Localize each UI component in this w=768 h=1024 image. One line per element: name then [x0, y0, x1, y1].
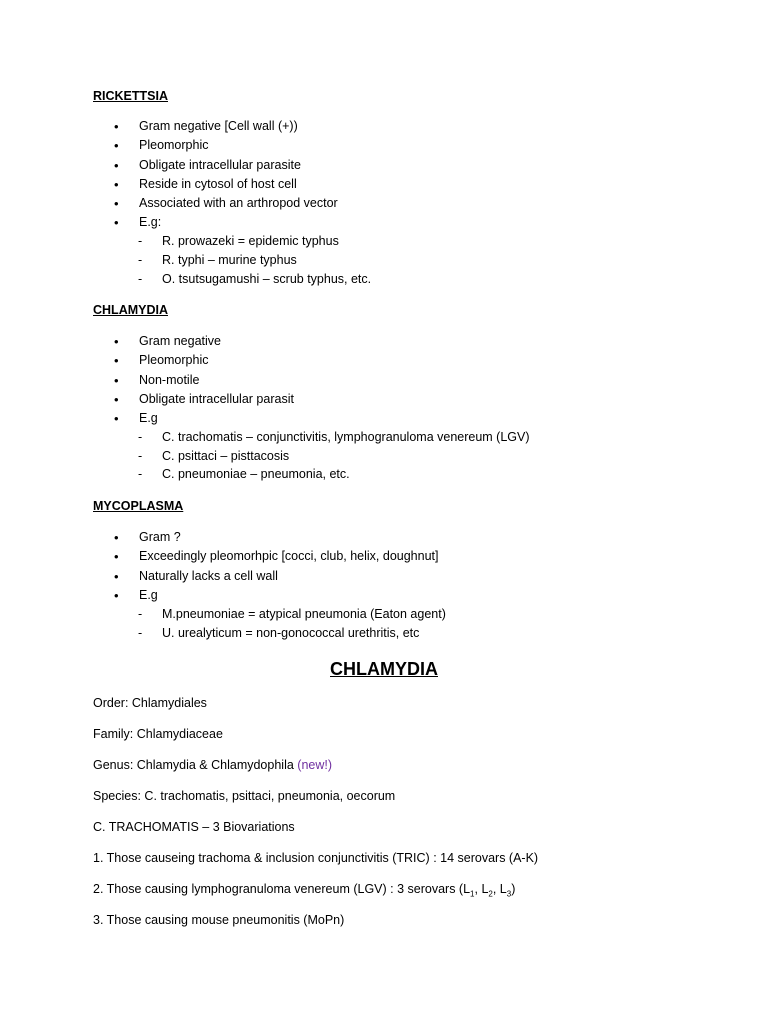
list-item: Associated with an arthropod vector — [139, 196, 338, 210]
bullet: • — [114, 138, 119, 153]
rickettsia-heading: RICKETTSIA — [93, 89, 168, 103]
bullet: • — [114, 177, 119, 192]
list-item: Gram negative — [139, 334, 221, 348]
order-line: Order: Chlamydiales — [93, 696, 207, 710]
sub-list-item: R. prowazeki = epidemic typhus — [162, 234, 339, 248]
list-item: E.g — [139, 588, 158, 602]
list-item: Naturally lacks a cell wall — [139, 569, 278, 583]
biovar-item-2-text: 2. Those causing lymphogranuloma venereum (LGV) : 3 serovars (L — [93, 882, 471, 896]
sub-list-item: O. tsutsugamushi – scrub typhus, etc. — [162, 272, 372, 286]
dash: - — [138, 430, 143, 444]
list-item: Pleomorphic — [139, 353, 209, 367]
sub-list-item: C. psittaci – pisttacosis — [162, 449, 290, 463]
species-line: Species: C. trachomatis, psittaci, pneumonia, oecorum — [93, 789, 396, 803]
genus-note: (new!) — [297, 758, 333, 772]
biovar-item-3: 3. Those causing mouse pneumonitis (MoPn) — [93, 913, 345, 927]
list-item: E.g — [139, 411, 158, 425]
sub-list-item: C. pneumoniae – pneumonia, etc. — [162, 467, 350, 481]
dash: - — [138, 449, 143, 463]
biovar-item-2 — [93, 882, 515, 902]
dash: - — [138, 272, 143, 286]
trachomatis-heading: C. TRACHOMATIS – 3 Biovariations — [93, 820, 295, 834]
dash: - — [138, 253, 143, 267]
dash: - — [138, 234, 143, 248]
bullet: • — [114, 215, 119, 230]
separator: , L — [492, 882, 507, 896]
sub-list-item: R. typhi – murine typhus — [162, 253, 297, 267]
separator: , L — [474, 882, 489, 896]
bullet: • — [114, 569, 119, 584]
bullet: • — [114, 158, 119, 173]
subscript: 2 — [488, 889, 493, 899]
subscript: 1 — [470, 889, 475, 899]
bullet: • — [114, 334, 119, 349]
bullet: • — [114, 530, 119, 545]
sub-list-item: M.pneumoniae = atypical pneumonia (Eaton agent) — [162, 607, 446, 621]
bullet: • — [114, 411, 119, 426]
biovar-item-1: 1. Those causeing trachoma & inclusion conjunctivitis (TRIC) : 14 serovars (A-K) — [93, 851, 539, 865]
bullet: • — [114, 588, 119, 603]
list-item: Gram ? — [139, 530, 181, 544]
list-item: Pleomorphic — [139, 138, 209, 152]
mycoplasma-heading: MYCOPLASMA — [93, 499, 184, 513]
list-item: Exceedingly pleomorhpic [cocci, club, helix, doughnut] — [139, 549, 439, 563]
list-item: Gram negative [Cell wall (+)) — [139, 119, 298, 133]
list-item: Non-motile — [139, 373, 200, 387]
genus-text: Genus: Chlamydia & Chlamydophila — [93, 758, 294, 772]
dash: - — [138, 626, 143, 640]
sub-list-item: C. trachomatis – conjunctivitis, lymphogranuloma venereum (LGV) — [162, 430, 530, 444]
dash: - — [138, 467, 143, 481]
subscript: 3 — [506, 889, 512, 899]
family-line: Family: Chlamydiaceae — [93, 727, 223, 741]
dash: - — [138, 607, 143, 621]
bullet: • — [114, 373, 119, 388]
list-item: Obligate intracellular parasite — [139, 158, 301, 172]
bullet: • — [114, 549, 119, 564]
section-title: CHLAMYDIA — [330, 659, 438, 679]
bullet: • — [114, 353, 119, 368]
list-item: Reside in cytosol of host cell — [139, 177, 297, 191]
closing-paren: ) — [511, 882, 516, 896]
bullet: • — [114, 196, 119, 211]
list-item: E.g: — [139, 215, 162, 229]
bullet: • — [114, 392, 119, 407]
genus-line — [93, 758, 332, 773]
sub-list-item: U. urealyticum = non-gonococcal urethritis, etc — [162, 626, 420, 640]
bullet: • — [114, 119, 119, 134]
chlamydia-heading: CHLAMYDIA — [93, 303, 168, 317]
list-item: Obligate intracellular parasit — [139, 392, 294, 406]
